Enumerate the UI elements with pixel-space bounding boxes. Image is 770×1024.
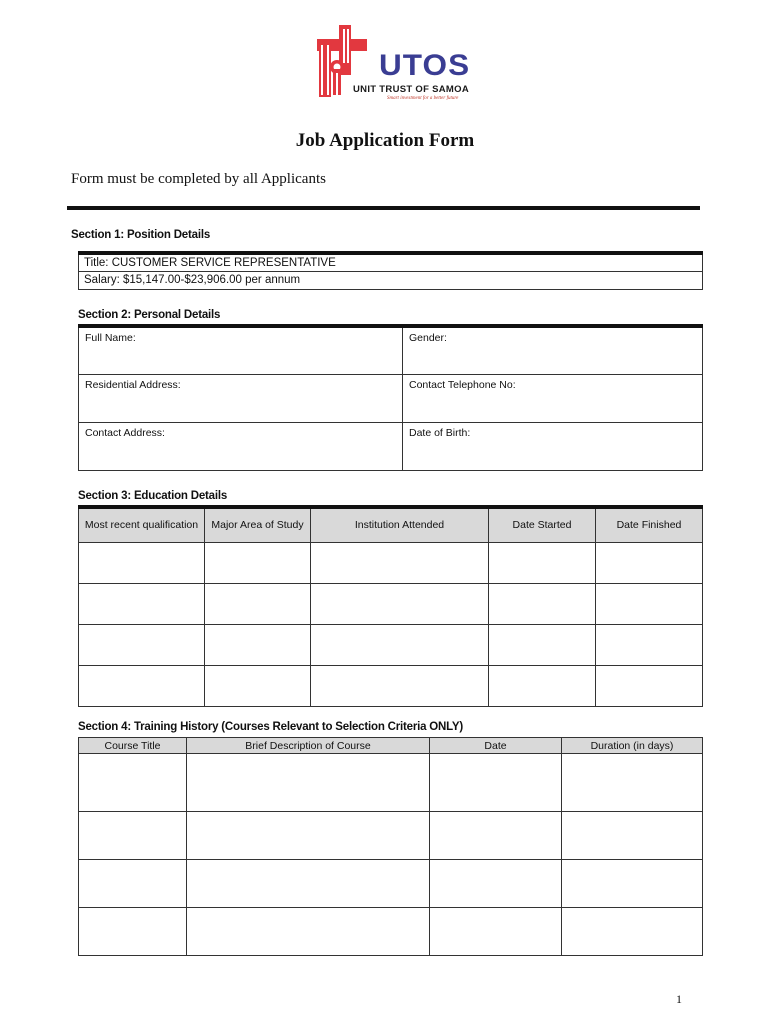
table-cell[interactable] [79, 624, 205, 665]
section1-heading: Section 1: Position Details [71, 229, 211, 241]
table-cell[interactable] [79, 583, 205, 624]
table-cell[interactable] [79, 812, 187, 860]
table-cell[interactable] [596, 665, 703, 706]
table-cell[interactable] [187, 860, 430, 908]
section4-heading: Section 4: Training History (Courses Relevant to Selection Criteria ONLY) [78, 721, 464, 733]
table-cell[interactable] [430, 860, 562, 908]
contact-telephone-field[interactable] [403, 374, 703, 422]
table-cell[interactable] [596, 583, 703, 624]
full-name-label: Full Name: [85, 332, 136, 344]
section2-heading: Section 2: Personal Details [78, 309, 221, 321]
column-header: Major Area of Study [205, 507, 311, 542]
position-details-table [78, 251, 703, 290]
table-row [79, 665, 703, 706]
table-cell[interactable] [562, 860, 703, 908]
table-cell[interactable] [187, 908, 430, 956]
company-logo [315, 25, 475, 105]
table-cell[interactable] [311, 624, 489, 665]
table-cell[interactable] [489, 624, 596, 665]
table-cell[interactable] [187, 812, 430, 860]
header-divider [67, 206, 700, 210]
column-header: Most recent qualification [79, 507, 205, 542]
column-header: Date Started [489, 507, 596, 542]
logo-brand: UTOS [379, 49, 471, 82]
personal-details-table [78, 324, 703, 471]
table-row [79, 860, 703, 908]
table-cell[interactable] [430, 754, 562, 812]
table-header-row [79, 738, 703, 754]
position-salary: Salary: $15,147.00-$23,906.00 per annum [79, 272, 703, 290]
residential-address-label: Residential Address: [85, 378, 181, 391]
logo-company-name: UNIT TRUST OF SAMOA [353, 84, 469, 95]
contact-address-label: Contact Address: [85, 426, 165, 439]
table-cell[interactable] [430, 908, 562, 956]
table-row [79, 754, 703, 812]
table-cell[interactable] [311, 542, 489, 583]
table-cell[interactable] [79, 860, 187, 908]
table-cell[interactable] [205, 624, 311, 665]
table-cell[interactable] [596, 624, 703, 665]
table-cell[interactable] [187, 754, 430, 812]
table-cell[interactable] [311, 583, 489, 624]
table-cell[interactable] [205, 542, 311, 583]
date-of-birth-field[interactable] [403, 422, 703, 470]
contact-address-field[interactable] [79, 422, 403, 470]
table-cell[interactable] [562, 812, 703, 860]
date-of-birth-label: Date of Birth: [409, 426, 471, 439]
table-cell[interactable] [79, 665, 205, 706]
residential-address-field[interactable] [79, 374, 403, 422]
column-header: Institution Attended [311, 507, 489, 542]
table-cell[interactable] [430, 812, 562, 860]
training-history-table [78, 737, 703, 956]
table-cell[interactable] [79, 908, 187, 956]
table-cell[interactable] [562, 908, 703, 956]
section3-heading: Section 3: Education Details [78, 490, 228, 502]
table-row [79, 908, 703, 956]
table-cell[interactable] [489, 542, 596, 583]
column-header: Course Title [79, 738, 187, 754]
column-header: Brief Description of Course [187, 738, 430, 754]
table-cell[interactable] [79, 754, 187, 812]
contact-telephone-label: Contact Telephone No: [409, 378, 516, 391]
table-header-row [79, 507, 703, 542]
gender-field[interactable] [403, 326, 703, 374]
column-header: Duration (in days) [562, 738, 703, 754]
full-name-field[interactable] [79, 326, 403, 374]
table-row [79, 812, 703, 860]
education-details-table [78, 505, 703, 707]
table-cell[interactable] [489, 583, 596, 624]
table-cell[interactable] [489, 665, 596, 706]
page-subtitle: Form must be completed by all Applicants [71, 171, 326, 187]
table-row [79, 542, 703, 583]
logo-tagline: Smart investment for a better future [387, 96, 459, 101]
position-title: Title: CUSTOMER SERVICE REPRESENTATIVE [79, 253, 703, 272]
table-cell[interactable] [205, 583, 311, 624]
column-header: Date Finished [596, 507, 703, 542]
table-row [79, 583, 703, 624]
page-title: Job Application Form [295, 130, 475, 151]
table-cell[interactable] [562, 754, 703, 812]
table-row [79, 624, 703, 665]
column-header: Date [430, 738, 562, 754]
table-cell[interactable] [311, 665, 489, 706]
gender-label: Gender: [409, 332, 447, 344]
page-number: 1 [676, 992, 682, 1006]
table-cell[interactable] [205, 665, 311, 706]
table-cell[interactable] [79, 542, 205, 583]
table-cell[interactable] [596, 542, 703, 583]
